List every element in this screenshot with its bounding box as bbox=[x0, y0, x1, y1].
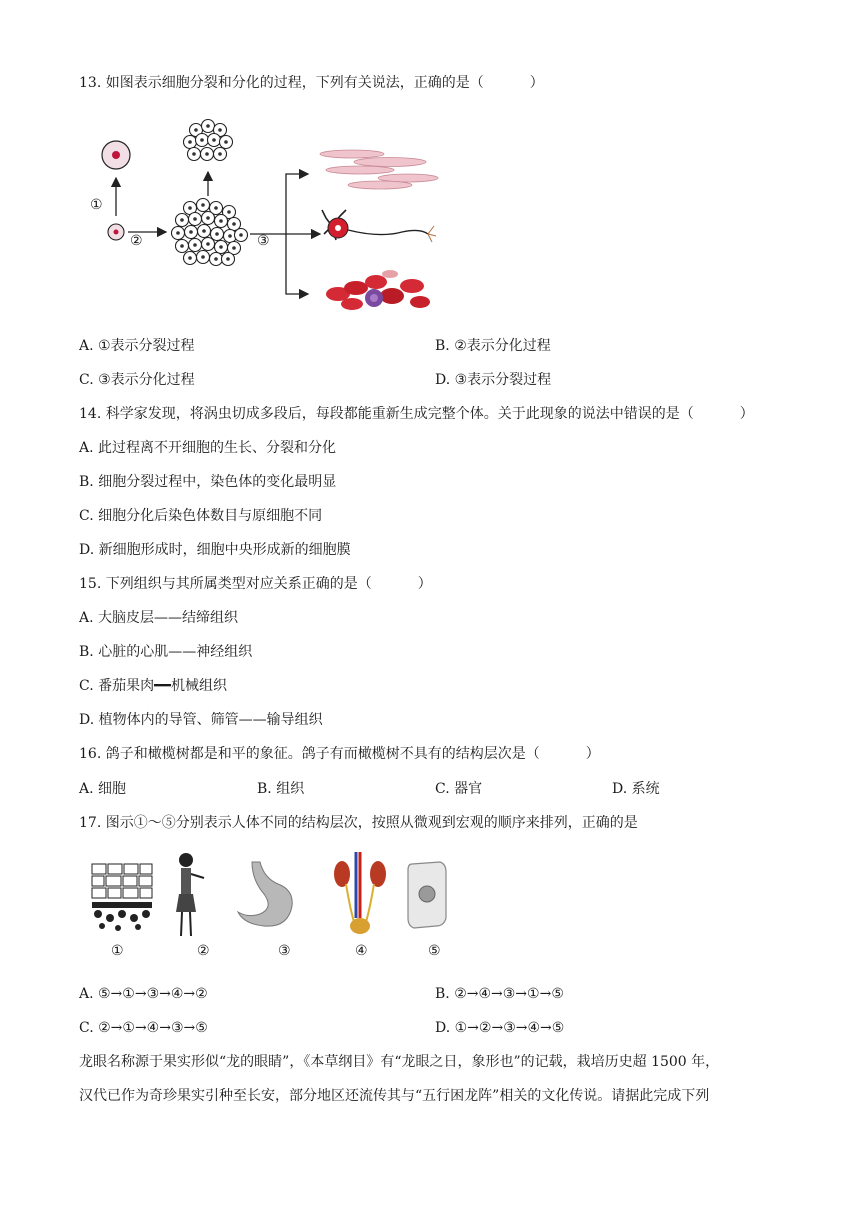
figure-17-label-4: ④ bbox=[355, 943, 368, 959]
small-cell-cluster-icon bbox=[184, 120, 233, 161]
figure-label-3: ③ bbox=[257, 233, 270, 249]
question-17-stem: 17. 图示①～⑤分别表示人体不同的结构层次，按照从微观到宏观的顺序来排列，正确的是 bbox=[79, 815, 638, 831]
q16-option-d[interactable]: D. 系统 bbox=[612, 781, 660, 797]
passage-line-1: 龙眼名称源于果实形似“龙的眼睛”，《本草纲目》有“龙眼之日，象形也”的记载，栽培历史超 1500 年， bbox=[79, 1054, 720, 1070]
figure-17-label-3: ③ bbox=[278, 943, 291, 959]
figure-17-label-1: ① bbox=[111, 943, 124, 959]
q14-option-a[interactable]: A. 此过程离不开细胞的生长、分裂和分化 bbox=[79, 440, 337, 456]
small-cell-icon bbox=[108, 224, 124, 240]
figure-label-1: ① bbox=[90, 197, 103, 213]
q17-option-c[interactable]: C. ②→①→④→③→⑤ bbox=[79, 1020, 208, 1036]
figure-17-label-5: ⑤ bbox=[428, 943, 441, 959]
figure-label-2: ② bbox=[130, 233, 143, 249]
question-13-stem: 13. 如图表示细胞分裂和分化的过程，下列有关说法，正确的是（ ） bbox=[79, 75, 544, 91]
q13-option-d[interactable]: D. ③表示分裂过程 bbox=[435, 372, 552, 388]
cell-cluster-icon bbox=[172, 199, 248, 266]
q16-option-b[interactable]: B. 组织 bbox=[257, 781, 305, 797]
q17-option-d[interactable]: D. ①→②→③→④→⑤ bbox=[435, 1020, 565, 1036]
q13-option-c[interactable]: C. ③表示分化过程 bbox=[79, 372, 195, 388]
muscle-cells-icon bbox=[320, 150, 438, 189]
q15-option-a[interactable]: A. 大脑皮层——结缔组织 bbox=[79, 610, 239, 626]
question-15-stem: 15. 下列组织与其所属类型对应关系正确的是（ ） bbox=[79, 576, 432, 592]
q14-option-d[interactable]: D. 新细胞形成时，细胞中央形成新的细胞膜 bbox=[79, 542, 351, 558]
person-icon bbox=[176, 853, 204, 936]
structure-levels-figure bbox=[88, 848, 478, 948]
cell-icon bbox=[408, 862, 446, 928]
cell-division-figure bbox=[90, 108, 460, 323]
urinary-system-icon bbox=[334, 852, 386, 934]
q16-option-c[interactable]: C. 器官 bbox=[435, 781, 483, 797]
q14-option-c[interactable]: C. 细胞分化后染色体数目与原细胞不同 bbox=[79, 508, 323, 524]
q15-option-b[interactable]: B. 心脏的心肌——神经组织 bbox=[79, 644, 253, 660]
question-14-stem: 14. 科学家发现，将涡虫切成多段后，每段都能重新生成完整个体。关于此现象的说法中错误的是（ ） bbox=[79, 406, 754, 422]
neuron-icon bbox=[322, 210, 436, 242]
q16-option-a[interactable]: A. 细胞 bbox=[79, 781, 127, 797]
question-16-stem: 16. 鸽子和橄榄树都是和平的象征。鸽子有而橄榄树不具有的结构层次是（ ） bbox=[79, 746, 600, 762]
q13-option-a[interactable]: A. ①表示分裂过程 bbox=[79, 338, 195, 354]
q15-option-c[interactable]: C. 番茄果肉━━机械组织 bbox=[79, 678, 227, 694]
stomach-icon bbox=[238, 862, 292, 926]
passage-line-2: 汉代已作为奇珍果实引种至长安，部分地区还流传其与“五行困龙阵”相关的文化传说。请据此完成下列 bbox=[79, 1088, 710, 1104]
q13-option-b[interactable]: B. ②表示分化过程 bbox=[435, 338, 551, 354]
figure-17-label-2: ② bbox=[197, 943, 210, 959]
tissue-icon bbox=[90, 862, 152, 932]
q17-option-b[interactable]: B. ②→④→③→①→⑤ bbox=[435, 986, 564, 1002]
large-cell-icon bbox=[102, 141, 130, 169]
q17-option-a[interactable]: A. ⑤→①→③→④→② bbox=[79, 986, 208, 1002]
blood-cells-icon bbox=[326, 270, 430, 310]
q15-option-d[interactable]: D. 植物体内的导管、筛管——输导组织 bbox=[79, 712, 323, 728]
q14-option-b[interactable]: B. 细胞分裂过程中，染色体的变化最明显 bbox=[79, 474, 337, 490]
